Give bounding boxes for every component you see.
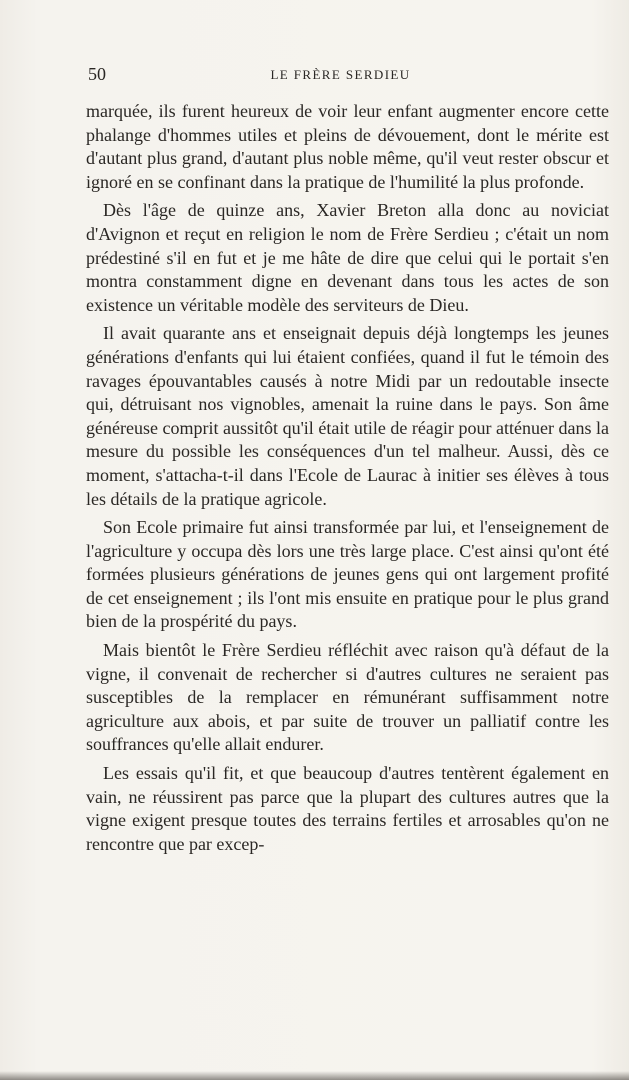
running-title: LE FRÈRE SERDIEU [270, 67, 411, 82]
body-text [86, 100, 609, 861]
paragraph: Il avait quarante ans et enseignait depuis déjà longtemps les jeunes générations d'enfants qui lui étaient confiées, quand il fut le témoin des ravages épouvantables causés à notre Midi par un redoutable insecte qui, détruisant nos vignobles, amenait la ruine dans le pays. Son âme généreuse comprit aussitôt qu'il était utile de réagir pour atténuer dans la mesure du possible les conséquences d'un tel malheur. Aussi, dès ce moment, s'attacha-t-il dans l'Ecole de Laurac à initier ses élèves à tous les détails de la pratique agricole. [86, 323, 609, 509]
paragraph: Les essais qu'il fit, et que beaucoup d'autres tentèrent également en vain, ne réussirent pas parce que la plupart des cultures autres que la vigne exigent presque toutes des terrains fertiles et arrosables qu'on ne rencontre que par excep- [86, 763, 609, 854]
paragraph: Dès l'âge de quinze ans, Xavier Breton alla donc au noviciat d'Avignon et reçut en religion le nom de Frère Serdieu ; c'était un nom prédestiné s'il en fut et je me hâte de dire que celui qui le portait s'en montra constamment digne en devenant dans tous les actes de son existence un véritable modèle des serviteurs de Dieu. [86, 200, 609, 315]
paragraph: Son Ecole primaire fut ainsi transformée par lui, et l'enseignement de l'agriculture y occupa dès lors une très large place. C'est ainsi qu'ont été formées plusieurs générations de jeunes gens qui ont largement profité de cet enseignement ; ils l'ont mis ensuite en pratique pour le plus grand bien de la prospérité du pays. [86, 517, 609, 632]
paragraph: marquée, ils furent heureux de voir leur enfant augmenter encore cette phalange d'hommes utiles et pleins de dévouement, dont le mérite est d'autant plus grand, d'autant plus noble même, qu'il veut rester obscur et ignoré en se confinant dans la pratique de l'humilité la plus profonde. [86, 101, 609, 192]
page-edge-shadow [0, 1071, 629, 1080]
page-number: 50 [88, 64, 106, 84]
page-header [88, 64, 593, 88]
paragraph: Mais bientôt le Frère Serdieu réfléchit avec raison qu'à défaut de la vigne, il convenait de rechercher si d'autres cultures ne seraient pas susceptibles de la remplacer en rémunérant suffisamment notre agriculture aux abois, et par suite de trouver un palliatif contre les souffrances qu'elle allait endurer. [86, 640, 609, 755]
